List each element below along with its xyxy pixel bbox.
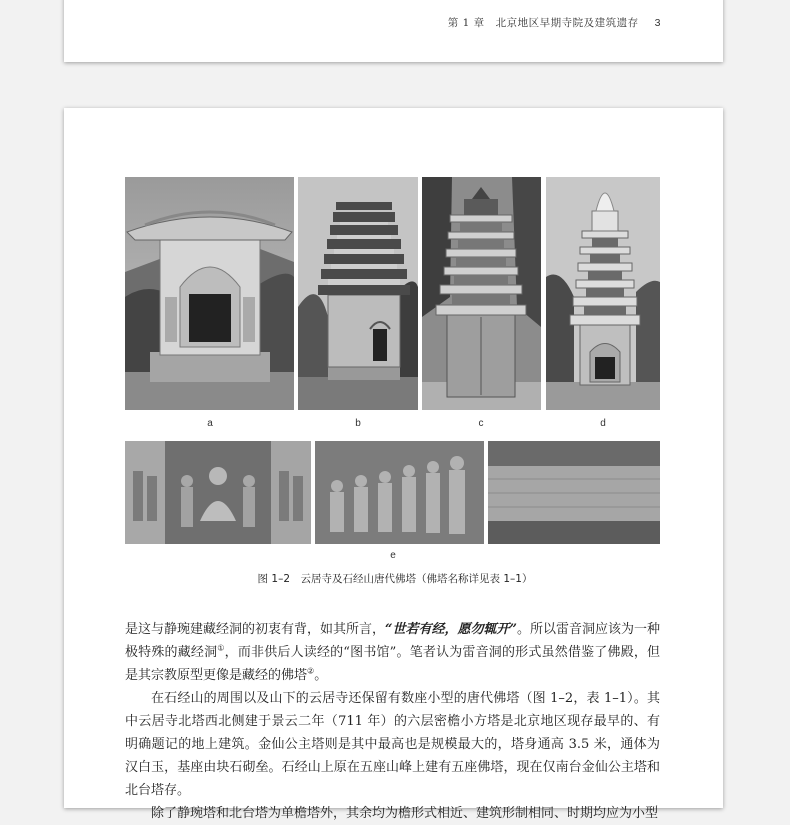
photo-a: [125, 177, 294, 410]
photo-label-a: a: [207, 418, 213, 429]
photo-e-middle: [315, 441, 484, 544]
photo-b: [298, 177, 418, 410]
p1-text-d: 。: [314, 668, 328, 683]
photo-c: [422, 177, 541, 410]
photo-label-b: b: [355, 418, 361, 429]
p1-text-c: ，而非供后人读经的“图书馆”。笔者认为雷音洞的形式虽然借鉴了佛殿，但是其宗教原型更像是藏经的佛塔: [125, 645, 660, 683]
photo-d: [546, 177, 660, 410]
paragraph-2: 在石经山的周围以及山下的云居寺还保留有数座小型的唐代佛塔（图 1–2，表 1–1）。其中云居寺北塔西北侧建于景云二年（711 年）的六层密檐小方塔是北京地区现存最早的、有明确题记的地上建筑。金仙公主塔则是其中最高也是规模最大的，塔身通高 3.5 米，通体为汉白玉，基座由块石砌垒。石经山上原在五座山峰上建有五座佛塔，现在仅南台金仙公主塔和北台塔存。: [125, 691, 660, 798]
figure-caption: 图 1–2 云居寺及石经山唐代佛塔（佛塔名称详见表 1–1）: [257, 573, 533, 585]
paragraph-3: 除了静琬塔和北台塔为单檐塔外，其余均为檐形式相近、建筑形制相同、时期均应为小型: [151, 806, 659, 821]
photo-e-right: [488, 441, 660, 544]
p1-quote: “世若有经，愿勿辄开”: [385, 622, 517, 637]
photo-label-e: e: [390, 550, 396, 561]
body-text: [125, 618, 660, 825]
paragraph-1: [125, 618, 660, 687]
photo-e-left: [125, 441, 311, 544]
photo-label-d: d: [600, 418, 606, 429]
chapter-title: 第 1 章 北京地区早期寺院及建筑遗存: [447, 17, 639, 29]
photo-label-c: c: [478, 418, 484, 429]
p1-text-b: 。所以雷音洞应该为一种极特殊的藏经洞: [125, 622, 660, 660]
page-number: 3: [654, 17, 661, 29]
running-head: [448, 15, 661, 30]
footnote-ref-1[interactable]: ①: [217, 643, 225, 653]
p1-text-a: 是这与静琬建藏经洞的初衷有背，如其所言，: [125, 622, 386, 637]
previous-page: [64, 0, 723, 62]
footnote-ref-2[interactable]: ②: [307, 666, 315, 676]
